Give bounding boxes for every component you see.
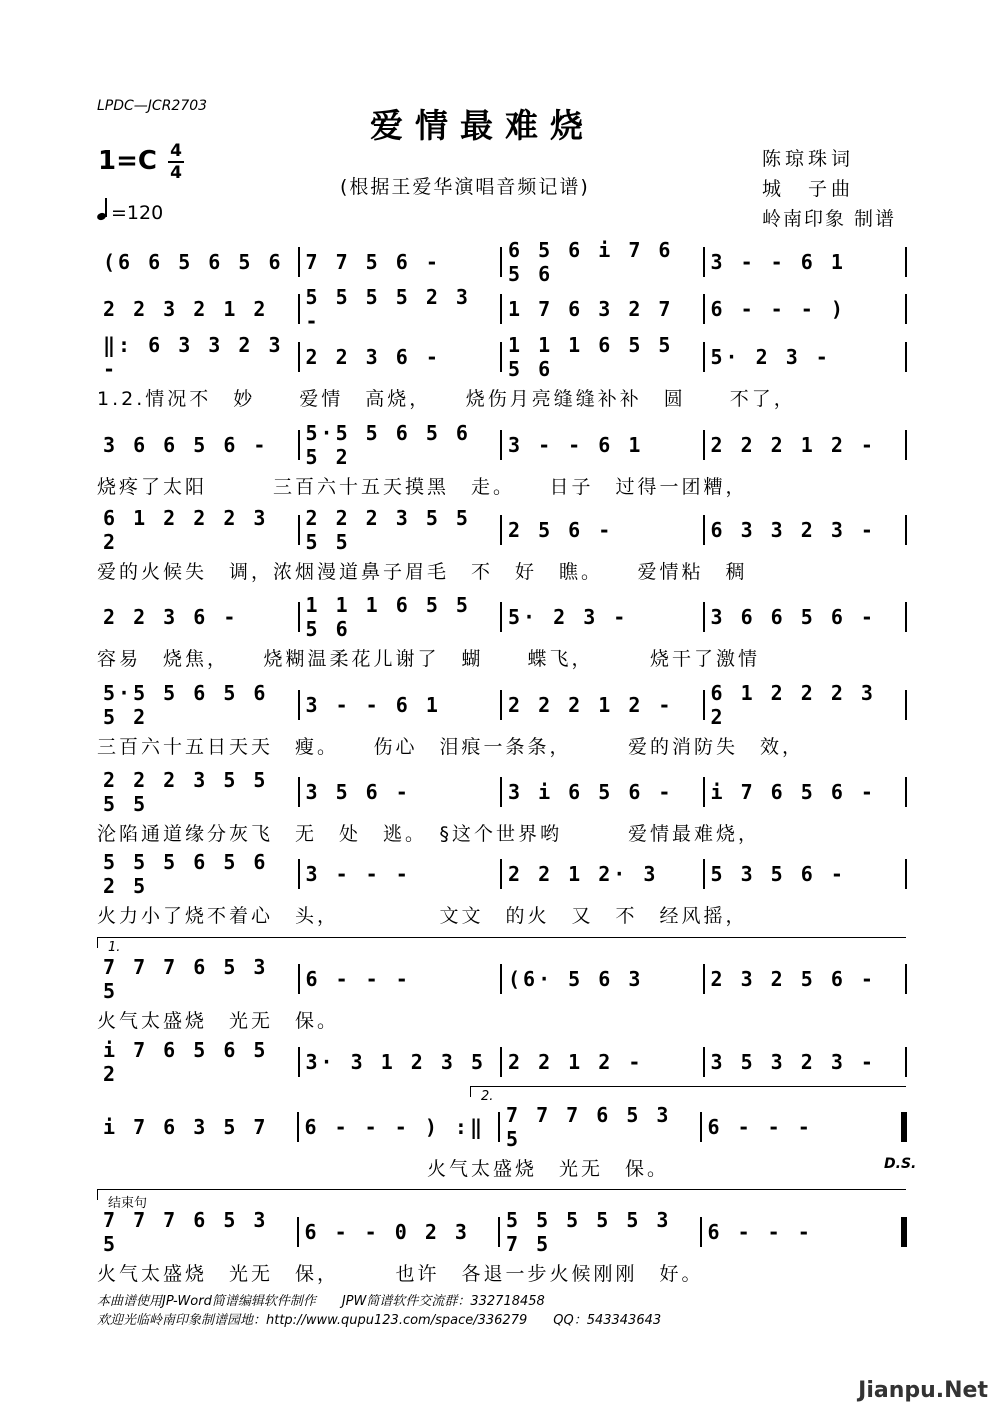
score-row	[97, 421, 907, 469]
lyric-line: 沦陷通道缘分灰飞 无 处 逃。 §这个世界哟 爱情最难烧，	[97, 823, 761, 845]
measure: 6 1 2 2 2 3 2	[103, 506, 269, 554]
measure: i 7 6 5 6 5 2	[103, 1038, 269, 1086]
barline	[905, 515, 907, 545]
volta-1	[97, 937, 906, 955]
lyric-line: 火气太盛烧 光无 保。	[97, 1158, 670, 1180]
measure: 6 - - - ) :‖	[304, 1115, 485, 1139]
measure: 2 2 3 2 1 2	[103, 297, 269, 321]
lyric-line: 爱的火候失 调，浓烟漫道鼻子眉毛 不 好 瞧。 爱情粘 稠	[97, 561, 748, 583]
barline	[905, 690, 907, 720]
footer-line-2: 欢迎光临岭南印象制谱园地：http://www.qupu123.com/space/336279 QQ：543343643	[97, 1313, 662, 1328]
score-row	[97, 1038, 907, 1086]
measure: 5·5 5 6 5 6 5 2	[305, 421, 471, 469]
score-row	[97, 285, 907, 333]
measure: 2 5 6 -	[508, 518, 614, 542]
lyric-line: 烧疼了太阳 三百六十五天摸黑 走。 日子 过得一团糟，	[97, 476, 748, 498]
lyric-line: 容易 烧焦， 烧糊温柔花儿谢了 蝴 蝶飞， 烧干了激情	[97, 648, 761, 670]
barline	[905, 859, 907, 889]
song-subtitle: (根据王爱华演唱音频记谱)	[340, 176, 590, 198]
composer-credit: 城 子曲	[762, 178, 855, 200]
barline	[905, 247, 907, 277]
volta-2-label: 2.	[481, 1089, 494, 1104]
measure: 6 5 6 i 7 6 5 6	[508, 238, 674, 286]
lyric-line: 1.2.情况不 妙 爱情 高烧， 烧伤月亮缝缝补补 圆 不了，	[97, 388, 796, 410]
lyricist-credit: 陈琼珠词	[762, 148, 855, 170]
measure: 2 2 2 3 5 5 5 5	[305, 506, 471, 554]
measure: 2 2 2 1 2 -	[508, 693, 674, 717]
measure: 2 2 2 1 2 -	[710, 433, 876, 457]
time-signature	[168, 142, 184, 182]
barline	[901, 1217, 907, 1247]
measure: 2 3 2 5 6 -	[710, 967, 876, 991]
score-row	[97, 850, 907, 898]
measure: 2 2 1 2· 3	[508, 862, 659, 886]
coda-label: 结束句	[108, 1196, 148, 1211]
key-signature: 1=C	[98, 146, 157, 176]
measure: 1 7 6 3 2 7	[508, 297, 674, 321]
barline	[905, 1047, 907, 1077]
score-row	[97, 1208, 907, 1256]
measure: 3 - - 6 1	[305, 693, 441, 717]
lyric-line: 三百六十五日天天 瘦。 伤心 泪痕一条条， 爱的消防失 效，	[97, 736, 805, 758]
score-row	[97, 238, 907, 286]
arranger-credit: 岭南印象 制谱	[762, 208, 897, 230]
measure: 5· 2 3 -	[710, 345, 831, 369]
measure: 5· 2 3 -	[508, 605, 629, 629]
measure: 5 5 5 6 5 6 2 5	[103, 850, 269, 898]
measure: ‖: 6 3 3 2 3 -	[103, 333, 284, 381]
measure: 7 7 7 6 5 3 5	[103, 1208, 269, 1256]
barline	[905, 602, 907, 632]
score-row	[97, 955, 907, 1003]
measure: 7 7 5 6 -	[305, 250, 441, 274]
tempo-value: =120	[111, 202, 164, 224]
measure: 7 7 7 6 5 3 5	[103, 955, 269, 1003]
score-row	[97, 333, 907, 381]
measure: 6 1 2 2 2 3 2	[710, 681, 876, 729]
measure: 6 - - 0 2 3	[304, 1220, 470, 1244]
measure: (6 6 5 6 5 6	[103, 250, 284, 274]
measure: 2 2 1 2 -	[508, 1050, 644, 1074]
measure: 3 - - 6 1	[710, 250, 846, 274]
measure: 3 5 6 -	[305, 780, 411, 804]
barline	[905, 777, 907, 807]
volta-1-label: 1.	[108, 940, 121, 955]
barline	[905, 294, 907, 324]
measure: 1 1 1 6 5 5 5 6	[508, 333, 674, 381]
measure: 1 1 1 6 5 5 5 6	[305, 593, 471, 641]
footer-line-1: 本曲谱使用JP-Word简谱编辑软件制作 JPW简谱软件交流群：332718458	[97, 1294, 545, 1309]
song-title: 爱情最难烧	[370, 106, 595, 145]
measure: i 7 6 5 6 -	[710, 780, 876, 804]
meter-bottom: 4	[170, 163, 182, 183]
volta-2	[470, 1086, 906, 1104]
meter-top: 4	[170, 141, 182, 161]
barline	[901, 1112, 907, 1142]
measure: 6 - - -	[707, 1220, 813, 1244]
measure: 5 5 5 5 5 3 7 5	[506, 1208, 672, 1256]
catalog-number: LPDC—JCR2703	[97, 98, 208, 114]
measure: 6 - - -	[305, 967, 411, 991]
lyric-line: 火力小了烧不着心 头， 文文 的火 又 不 经风摇，	[97, 905, 748, 927]
measure: 5 3 5 6 -	[710, 862, 846, 886]
lyric-line: 火气太盛烧 光无 保， 也许 各退一步火候刚刚 好。	[97, 1263, 704, 1285]
measure: 2 2 3 6 -	[103, 605, 239, 629]
measure: 6 - - - )	[710, 297, 846, 321]
measure: 3 6 6 5 6 -	[710, 605, 876, 629]
lyric-line: 火气太盛烧 光无 保。	[97, 1010, 340, 1032]
measure: 3 6 6 5 6 -	[103, 433, 269, 457]
quarter-note-stem-icon	[105, 198, 107, 217]
score-row	[97, 1103, 907, 1151]
barline	[905, 342, 907, 372]
barline	[905, 430, 907, 460]
measure: 3 5 3 2 3 -	[710, 1050, 876, 1074]
measure: 6 3 3 2 3 -	[710, 518, 876, 542]
tempo-marking	[97, 200, 163, 224]
score-row	[97, 506, 907, 554]
ds-marking: D.S.	[884, 1156, 917, 1172]
measure: 3 - - -	[305, 862, 411, 886]
measure: (6· 5 6 3	[508, 967, 644, 991]
measure: 5 5 5 5 2 3 -	[305, 285, 471, 333]
measure: i 7 6 3 5 7	[103, 1115, 269, 1139]
measure: 3 i 6 5 6 -	[508, 780, 674, 804]
measure: 6 - - -	[707, 1115, 813, 1139]
measure: 5·5 5 6 5 6 5 2	[103, 681, 269, 729]
measure: 7 7 7 6 5 3 5	[506, 1103, 672, 1151]
measure: 2 2 2 3 5 5 5 5	[103, 768, 269, 816]
score-row	[97, 593, 907, 641]
measure: 2 2 3 6 -	[305, 345, 441, 369]
barline	[905, 964, 907, 994]
score-row	[97, 768, 907, 816]
coda-bracket	[97, 1189, 906, 1211]
measure: 3 - - 6 1	[508, 433, 644, 457]
measure: 3· 3 1 2 3 5	[305, 1050, 486, 1074]
site-watermark: Jianpu.Net	[858, 1378, 988, 1403]
score-row	[97, 681, 907, 729]
